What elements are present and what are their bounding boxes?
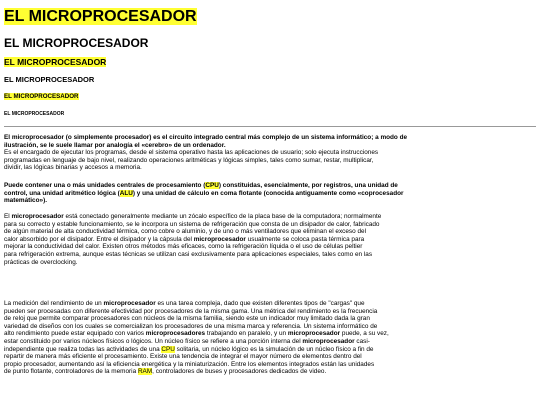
perf-line-5 <box>4 330 536 338</box>
perf-line-6 <box>4 338 536 346</box>
perf-line-2: pueden ser procesadas con diferente efectividad por procesadores de la misma gama. Una métrica del rendimiento es la frecuencia <box>4 307 378 315</box>
heading-2: EL MICROPROCESADOR <box>4 36 149 50</box>
perf-text: independiente que realiza todas las actividades de una <box>4 345 162 353</box>
socket-text: calor absorbido por el disipador. Entre el disipador y la cápsula del <box>4 235 194 243</box>
heading-1 <box>4 8 197 26</box>
socket-line-3: de algún material de alta conductividad térmica, como cobre o aluminio, y de uno o más ventiladores que eliminan el exceso del <box>4 228 366 236</box>
horizontal-rule <box>4 126 536 127</box>
units-text: Puede contener una o más unidades centrales de procesamiento ( <box>4 182 206 189</box>
intro-line-5: dividir, las lógicas binarias y accesos a memoria. <box>4 164 142 172</box>
socket-paragraph <box>4 213 536 266</box>
socket-text: usualmente se coloca pasta térmica para <box>245 235 365 243</box>
perf-text: , controladores de buses y procesadores dedicados de video. <box>152 368 327 376</box>
socket-text: está conectado generalmente mediante un zócalo específico de la placa base de la computadora; normalmente <box>63 213 382 220</box>
perf-text: estar constituido por varios núcleos físicos o lógicos. Un núcleo físico se refiere a una porción interna del <box>4 337 303 345</box>
cpu-highlight: CPU <box>205 182 219 189</box>
socket-line-6: para refrigeración extrema, aunque estas técnicas se utilizan casi exclusivamente para aplicaciones especiales, tales como en las <box>4 250 373 258</box>
units-line-2 <box>4 190 536 198</box>
perf-text: de punto flotante, controladores de la memoria <box>4 368 138 376</box>
ram-highlight: RAM <box>137 368 153 376</box>
bold-term: microprocesador <box>103 300 156 307</box>
units-text: ) y una unidad de cálculo en coma flotante (conocida antiguamente como «coprocesador <box>132 189 404 197</box>
heading-4: EL MICROPROCESADOR <box>4 75 95 84</box>
perf-text: es una tarea compleja, dado que existen diferentes tipos de "cargas" que <box>155 300 365 307</box>
bold-term: microprocesador <box>302 337 355 345</box>
bold-term: microprocesador <box>193 235 246 243</box>
socket-line-5: mejorar la conductividad del calor. Existen otros métodos más eficaces, como la refrigeración líquida o el uso de células peltier <box>4 243 363 251</box>
bold-term: microprocesador <box>11 213 64 220</box>
socket-line-1 <box>4 213 536 221</box>
socket-line-2: para su correcto y estable funcionamiento, se le incorpora un sistema de refrigeración que consta de un disipador de calor, fabricado <box>4 220 380 228</box>
heading-6: EL MICROPROCESADOR <box>4 111 65 117</box>
perf-line-3: de reloj que permite comparar procesadores con núcleos de la misma familia, siendo este un indicador muy limitado dada la gran <box>4 315 370 323</box>
intro-line-3: Es el encargado de ejecutar los programas, desde el sistema operativo hasta las aplicaciones de usuario; solo ejecuta instrucciones <box>4 149 379 157</box>
heading-3 <box>4 58 106 67</box>
perf-text: casi- <box>354 337 370 345</box>
perf-line-1 <box>4 300 536 308</box>
units-paragraph <box>4 182 536 205</box>
performance-paragraph <box>4 300 536 376</box>
perf-line-8: repartir de manera más eficiente el procesamiento. Existe una tendencia de integrar el mayor número de elementos dentro del <box>4 353 362 361</box>
intro-line-2: ilustración, se le suele llamar por analogía el «cerebro» de un ordenador. <box>4 141 226 149</box>
perf-line-7 <box>4 346 536 354</box>
heading-5-text: EL MICROPROCESADOR <box>4 93 79 100</box>
heading-1-text: EL MICROPROCESADOR <box>4 8 197 25</box>
perf-text: alto rendimiento puede estar equipado con varios <box>4 330 146 338</box>
perf-text: puede, a su vez, <box>340 330 389 338</box>
socket-line-7: prácticas de overclocking. <box>4 258 78 266</box>
units-line-3: matemático»). <box>4 197 47 205</box>
bold-term: microprocesador <box>287 330 341 338</box>
heading-5 <box>4 94 79 101</box>
units-text: ) constituidas, esencialmente, por registros, una unidad de <box>218 182 398 189</box>
alu-highlight: ALU <box>119 189 133 197</box>
perf-text: solitaria, un núcleo lógico es la simulación de un núcleo físico a fin de <box>174 345 374 353</box>
socket-text: El <box>4 213 12 220</box>
intro-line-4: programadas en lenguaje de bajo nivel, realizando operaciones aritméticas y lógicas simples, tales como sumar, restar, multiplicar, <box>4 156 374 164</box>
perf-text: La medición del rendimiento de un <box>4 300 104 307</box>
units-line-1 <box>4 182 536 190</box>
bold-term: microprocesadores <box>145 330 206 338</box>
perf-text: trabajando en paralelo, y un <box>205 330 288 338</box>
intro-paragraph <box>4 134 536 172</box>
units-text: control, una unidad aritmético lógica ( <box>4 189 120 197</box>
perf-line-9: propio procesador, aumentando así la eficiencia energética y la miniaturización. Entre los elementos integrados están las unidades <box>4 360 375 368</box>
intro-line-1: El microprocesador (o simplemente procesador) es el circuito integrado central más complejo de un sistema informático; a modo de <box>4 134 408 141</box>
cpu-highlight: CPU <box>161 345 175 353</box>
perf-line-4: variedad de diseños con los cuales se comercializan los procesadores de una misma marca y referencia. Un sistema informático de <box>4 322 378 330</box>
perf-line-10 <box>4 368 536 376</box>
socket-line-4 <box>4 236 536 244</box>
heading-3-text: EL MICROPROCESADOR <box>4 57 107 67</box>
